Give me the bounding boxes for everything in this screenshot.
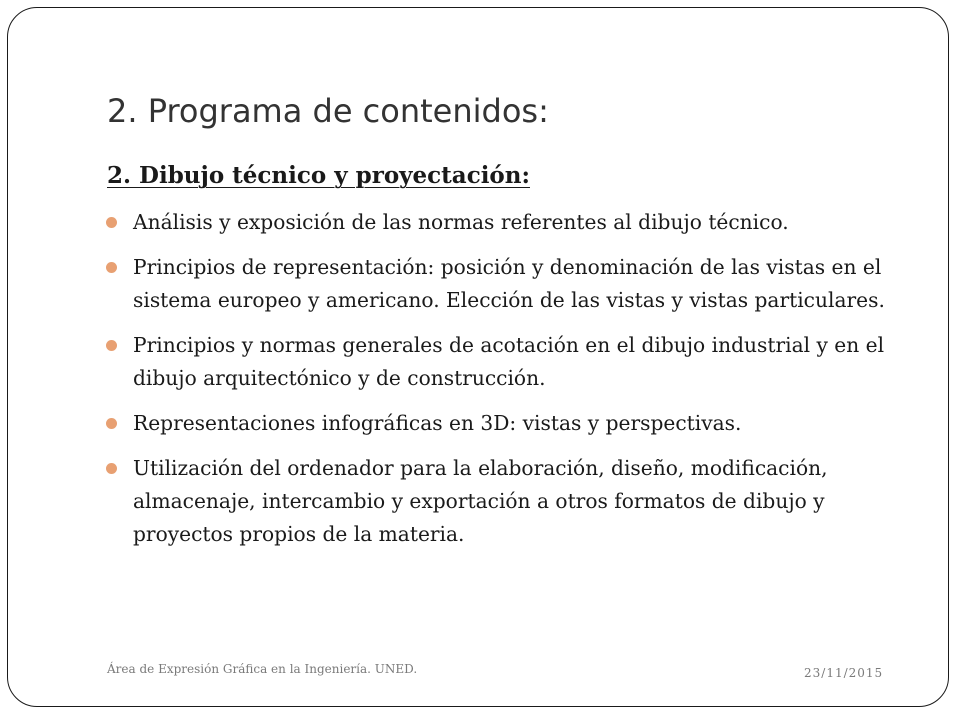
bullet-dot-icon [106, 463, 117, 474]
bullet-item [104, 329, 904, 395]
bullet-dot-icon [106, 217, 117, 228]
bullet-list [104, 206, 904, 563]
bullet-text: Representaciones infográficas en 3D: vistas y perspectivas. [133, 411, 742, 435]
bullet-dot-icon [106, 340, 117, 351]
slide-title: 2. Programa de contenidos: [107, 92, 549, 130]
bullet-text: Principios de representación: posición y denominación de las vistas en el sistema europeo y americano. Elección de las vistas y vistas particulares. [133, 255, 885, 312]
bullet-item [104, 452, 904, 551]
bullet-item [104, 251, 904, 317]
footer-date: 23/11/2015 [804, 666, 884, 680]
bullet-item [104, 206, 904, 239]
footer-organization: Área de Expresión Gráfica en la Ingeniería. UNED. [107, 662, 418, 676]
bullet-text: Principios y normas generales de acotación en el dibujo industrial y en el dibujo arquitectónico y de construcción. [133, 333, 885, 390]
bullet-dot-icon [106, 262, 117, 273]
section-subtitle: 2. Dibujo técnico y proyectación: [107, 162, 530, 189]
bullet-dot-icon [106, 418, 117, 429]
bullet-text: Utilización del ordenador para la elaboración, diseño, modificación, almacenaje, intercambio y exportación a otros formatos de dibujo y proyectos propios de la materia. [133, 456, 828, 546]
bullet-text: Análisis y exposición de las normas referentes al dibujo técnico. [133, 210, 789, 234]
bullet-item [104, 407, 904, 440]
